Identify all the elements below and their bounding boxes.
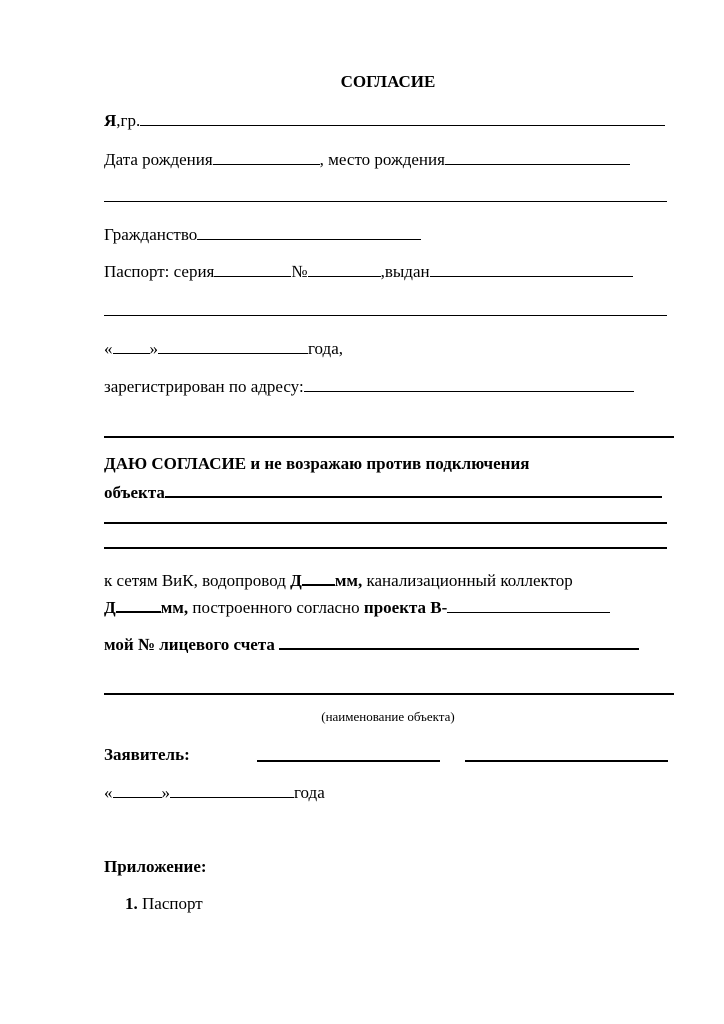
- address-continuation-line[interactable]: [104, 436, 674, 438]
- quote-open: «: [104, 339, 113, 358]
- appendix-item-text: Паспорт: [142, 894, 203, 913]
- passport-issued-label: ,выдан: [380, 262, 430, 281]
- name-line: [104, 110, 665, 131]
- gr-label: ,гр.: [116, 111, 141, 130]
- birth-date-field[interactable]: [213, 149, 320, 165]
- birth-place-field[interactable]: [445, 149, 630, 165]
- appendix-heading: Приложение:: [104, 857, 207, 876]
- passport-number-field[interactable]: [308, 261, 381, 277]
- project-field[interactable]: [447, 597, 610, 613]
- name-field[interactable]: [140, 110, 665, 126]
- water-diameter-field[interactable]: [302, 569, 335, 586]
- citizenship-label: Гражданство: [104, 225, 198, 244]
- water-mm-label: мм,: [334, 571, 363, 590]
- citizenship-line: [104, 224, 421, 245]
- water-d-label: Д: [290, 571, 302, 590]
- document-title: СОГЛАСИЕ: [340, 72, 436, 91]
- sign-date-line: [104, 782, 325, 803]
- issue-date-line: [104, 338, 343, 359]
- collector-text: канализационный коллектор: [362, 571, 573, 590]
- appendix-item-number: 1.: [125, 894, 138, 913]
- sewer-d-label: Д: [104, 598, 116, 617]
- sign-quote-close: »: [161, 783, 170, 802]
- object-line-3[interactable]: [104, 547, 667, 549]
- object-name-caption: (наименование объекта): [321, 709, 455, 724]
- sign-quote-open: «: [104, 783, 113, 802]
- consent-text: и не возражаю против подключения: [246, 454, 530, 473]
- birth-place-continuation-line[interactable]: [104, 201, 667, 202]
- applicant-signature-line[interactable]: [257, 760, 440, 762]
- consent-line: [104, 454, 529, 474]
- passport-number-label: №: [291, 262, 308, 281]
- networks-text: к сетям ВиК, водопровод: [104, 571, 291, 590]
- object-line: [104, 481, 662, 503]
- year-label: года,: [308, 339, 344, 358]
- object-name-line[interactable]: [104, 693, 674, 695]
- birth-line: [104, 149, 630, 170]
- sign-month-field[interactable]: [170, 782, 294, 798]
- passport-series-label: Паспорт: серия: [104, 262, 215, 281]
- object-line-2[interactable]: [104, 522, 667, 524]
- ya-label: Я: [104, 111, 117, 130]
- networks-line: [104, 569, 573, 591]
- account-field[interactable]: [279, 633, 639, 650]
- sewer-diameter-field[interactable]: [116, 596, 161, 613]
- built-text: построенного согласно: [188, 598, 364, 617]
- sign-year-label: года: [294, 783, 325, 802]
- citizenship-field[interactable]: [197, 224, 421, 240]
- object-field[interactable]: [165, 481, 662, 498]
- quote-close: »: [149, 339, 158, 358]
- passport-line: [104, 261, 633, 282]
- birth-date-label: Дата рождения: [104, 150, 213, 169]
- appendix-item: [125, 894, 203, 914]
- object-label: объекта: [104, 483, 165, 502]
- consent-bold: ДАЮ СОГЛАСИЕ: [104, 454, 247, 473]
- account-label: мой № лицевого счета: [104, 635, 275, 654]
- issue-day-field[interactable]: [113, 338, 150, 354]
- passport-issued-field[interactable]: [430, 261, 633, 277]
- applicant-label: Заявитель:: [104, 745, 190, 764]
- issue-month-field[interactable]: [158, 338, 308, 354]
- account-line: [104, 633, 639, 655]
- passport-series-field[interactable]: [214, 261, 291, 277]
- networks-line-2: [104, 596, 610, 618]
- registered-label: зарегистрирован по адресу:: [104, 377, 304, 396]
- passport-issued-continuation-line[interactable]: [104, 315, 667, 316]
- address-field[interactable]: [304, 376, 634, 392]
- sewer-mm-label: мм,: [160, 598, 189, 617]
- address-line: [104, 376, 634, 397]
- applicant-name-line[interactable]: [465, 760, 668, 762]
- birth-place-label: , место рождения: [319, 150, 445, 169]
- sign-day-field[interactable]: [113, 782, 162, 798]
- project-label: проекта В-: [363, 598, 448, 617]
